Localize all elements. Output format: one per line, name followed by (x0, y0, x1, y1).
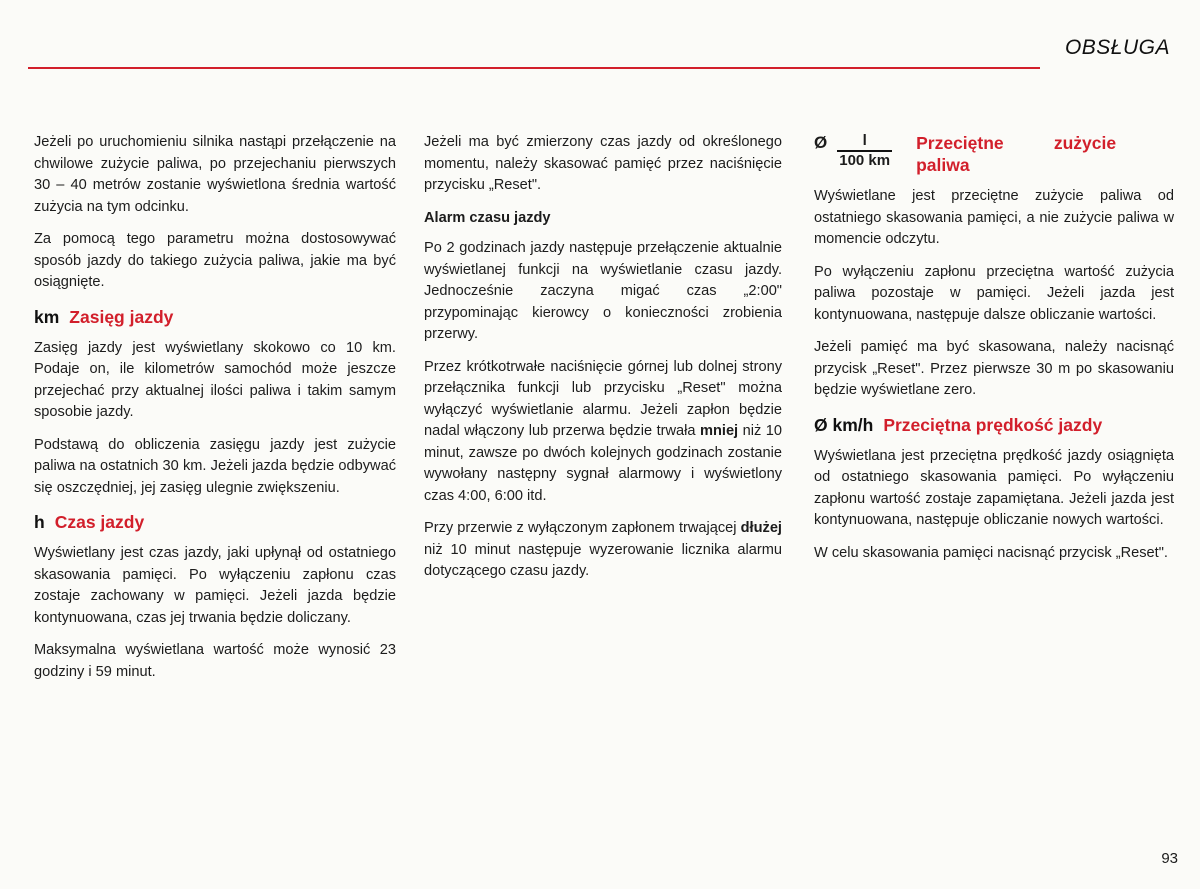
column-left (34, 132, 396, 694)
time-symbol: h (34, 512, 45, 532)
text-run: Przez krótkotrwałe naciśnięcie górnej lub dolnej strony przełącznika funkcji lub przycisku „Reset" można wyłączyć wyświetlanie alarmu. Jeżeli zapłon będzie nadal włączony lub przerwa będzie trwała (424, 358, 782, 439)
range-title: Zasięg jazdy (69, 306, 174, 327)
paragraph: Jeżeli po uruchomieniu silnika nastąpi przełączenie na chwilowe zużycie paliwa, po przejechaniu pierwszych 30 – 40 metrów zostanie wyświetlona średnia wartość zużycia na tym odcinku. (34, 134, 396, 215)
range-symbol: km (34, 306, 60, 327)
paragraph: Maksymalna wyświetlana wartość może wynosić 23 godziny i 59 minut. (34, 642, 396, 680)
emphasis: dłużej (740, 520, 782, 536)
paragraph: Po wyłączeniu zapłonu przeciętna wartość zużycia paliwa pozostaje w pamięci. Jeżeli jazda jest kontynuowana, następuje dalsze obliczanie wartości. (814, 263, 1174, 323)
avg-fuel-heading (814, 132, 1174, 176)
avg-speed-symbol: Ø km/h (814, 414, 874, 435)
time-heading (34, 510, 396, 534)
paragraph: Wyświetlany jest czas jazdy, jaki upłynął od ostatniego skasowania pamięci. Po wyłączeniu zapłonu czas zostaje zachowany w pamięci. Jeżeli jazda będzie kontynuowana, czas jej trwania będzie doliczany. (34, 545, 396, 626)
emphasis: mniej (700, 423, 739, 439)
paragraph (424, 518, 782, 583)
range-heading (34, 305, 396, 329)
avg-fuel-title: Przeciętne zużycie paliwa (916, 133, 1117, 175)
header-divider (28, 67, 1040, 69)
paragraph: Jeżeli ma być zmierzony czas jazdy od określonego momentu, należy skasować pamięć przez naciśnięcie przycisku „Reset". (424, 134, 782, 193)
paragraph: Po 2 godzinach jazdy następuje przełączenie aktualnie wyświetlanej funkcji na wyświetlanie czasu jazdy. Jednocześnie zaczyna migać czas „2:00" przypominając kierowcy o konieczności zrobienia przerwy. (424, 240, 782, 342)
paragraph: Podstawą do obliczenia zasięgu jazdy jest zużycie paliwa na ostatnich 30 km. Jeżeli jazda będzie odbywać się oszczędniej, jej zasięg ulegnie zwiększeniu. (34, 436, 396, 496)
unit-fraction (837, 132, 892, 170)
section-title: OBSŁUGA (1064, 36, 1170, 59)
paragraph: Wyświetlana jest przeciętna prędkość jazdy osiągnięta od ostatniego skasowania pamięci. Po wyłączeniu zapłonu wartość zostaje zapamiętana. Jeżeli jazda jest kontynuowana, następuje obliczanie nowych wartości. (814, 447, 1174, 528)
time-title: Czas jazdy (54, 512, 145, 532)
paragraph: W celu skasowania pamięci nacisnąć przycisk „Reset". (814, 544, 1168, 561)
text-run: Przy przerwie z wyłączonym zapłonem trwającej (424, 520, 741, 536)
column-right (814, 132, 1174, 575)
paragraph: Zasięg jazdy jest wyświetlany skokowo co 10 km. Podaje on, ile kilometrów samochód może jeszcze przejechać przy aktualnej ilości paliwa i takim samym sposobie jazdy. (34, 339, 396, 420)
avg-fuel-symbol (814, 132, 892, 170)
paragraph: Za pomocą tego parametru można dostosowywać sposób jazdy do takiego zużycia paliwa, jakie ma być osiągnięte. (34, 231, 396, 290)
paragraph: Wyświetlane jest przeciętne zużycie paliwa od ostatniego skasowania pamięci, a nie zużycie paliwa w momencie odczytu. (814, 188, 1174, 247)
text-run: niż 10 minut, zawsze po dwóch kolejnych godzinach zostanie wywołany następny sygnał alarmowy i wyświetlony czas 4:00, 6:00 itd. (424, 423, 782, 504)
column-middle (424, 132, 782, 594)
unit-numerator: l (862, 132, 867, 149)
paragraph: Jeżeli pamięć ma być skasowana, należy nacisnąć przycisk „Reset". Przez pierwsze 30 m po skasowaniu będzie wyświetlane zero. (814, 339, 1174, 398)
avg-speed-title: Przeciętna prędkość jazdy (883, 414, 1103, 435)
text-run: niż 10 minut następuje wyzerowanie licznika alarmu dotyczącego czasu jazdy. (424, 541, 782, 579)
paragraph (424, 357, 782, 508)
avg-speed-heading (814, 413, 1174, 437)
unit-denominator: 100 km (839, 152, 891, 169)
alarm-heading: Alarm czasu jazdy (424, 209, 551, 226)
average-symbol: Ø (814, 133, 828, 152)
page-number: 93 (1161, 850, 1178, 867)
